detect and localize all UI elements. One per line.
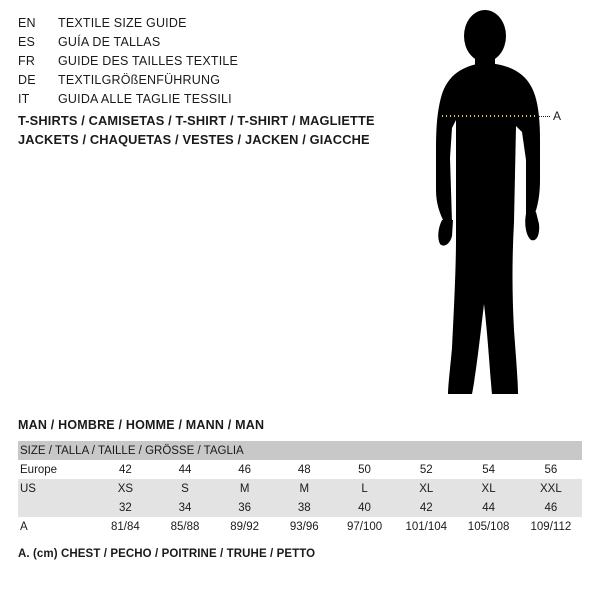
table-cell: L bbox=[334, 479, 395, 498]
table-cell: 46 bbox=[520, 498, 582, 517]
language-row bbox=[18, 54, 378, 73]
language-code: EN bbox=[18, 16, 36, 30]
row-label bbox=[18, 498, 96, 517]
table-cell: XS bbox=[96, 479, 156, 498]
table-row bbox=[18, 479, 582, 498]
table-row bbox=[18, 460, 582, 479]
measure-label-a: A bbox=[553, 109, 562, 123]
language-title: GUIDE DES TAILLES TEXTILE bbox=[58, 54, 239, 68]
size-table bbox=[18, 441, 582, 536]
table-cell: 56 bbox=[520, 460, 582, 479]
table-cell: 38 bbox=[274, 498, 334, 517]
language-title: TEXTILE SIZE GUIDE bbox=[58, 16, 187, 30]
table-cell: 32 bbox=[96, 498, 156, 517]
language-code: ES bbox=[18, 35, 36, 49]
table-cell: XXL bbox=[520, 479, 582, 498]
measure-leader-dash bbox=[538, 116, 550, 117]
table-cell: M bbox=[215, 479, 275, 498]
table-cell: 89/92 bbox=[215, 517, 275, 536]
language-title: TEXTILGRÖßENFÜHRUNG bbox=[58, 73, 221, 87]
language-code: FR bbox=[18, 54, 36, 68]
table-cell: 48 bbox=[274, 460, 334, 479]
male-silhouette-figure bbox=[390, 8, 590, 408]
table-cell: 105/108 bbox=[457, 517, 519, 536]
language-row bbox=[18, 92, 378, 111]
table-row bbox=[18, 498, 582, 517]
table-cell: 42 bbox=[96, 460, 156, 479]
language-header-block bbox=[18, 16, 378, 111]
table-cell: 50 bbox=[334, 460, 395, 479]
table-cell: 54 bbox=[457, 460, 519, 479]
table-cell: XL bbox=[457, 479, 519, 498]
table-cell: XL bbox=[395, 479, 457, 498]
table-cell: 44 bbox=[457, 498, 519, 517]
language-title: GUIDA ALLE TAGLIE TESSILI bbox=[58, 92, 232, 106]
language-title: GUÍA DE TALLAS bbox=[58, 35, 161, 49]
table-cell: 36 bbox=[215, 498, 275, 517]
row-label: Europe bbox=[18, 460, 96, 479]
table-cell: 46 bbox=[215, 460, 275, 479]
table-cell: 81/84 bbox=[96, 517, 156, 536]
language-code: IT bbox=[18, 92, 30, 106]
table-cell: 85/88 bbox=[155, 517, 215, 536]
table-header-label: SIZE / TALLA / TAILLE / GRÖSSE / TAGLIA bbox=[18, 441, 582, 460]
table-cell: S bbox=[155, 479, 215, 498]
language-row bbox=[18, 16, 378, 35]
silhouette-icon bbox=[390, 8, 590, 408]
table-row bbox=[18, 517, 582, 536]
table-cell: 97/100 bbox=[334, 517, 395, 536]
table-cell: 101/104 bbox=[395, 517, 457, 536]
table-footnote: A. (cm) CHEST / PECHO / POITRINE / TRUHE / PETTO bbox=[18, 548, 316, 560]
table-section-title: MAN / HOMBRE / HOMME / MANN / MAN bbox=[18, 418, 265, 432]
category-line-tshirts: T-SHIRTS / CAMISETAS / T-SHIRT / T-SHIRT / MAGLIETTE bbox=[18, 113, 375, 128]
table-header-row bbox=[18, 441, 582, 460]
row-label: US bbox=[18, 479, 96, 498]
table-cell: 44 bbox=[155, 460, 215, 479]
table-cell: 40 bbox=[334, 498, 395, 517]
table-cell: 42 bbox=[395, 498, 457, 517]
table-cell: M bbox=[274, 479, 334, 498]
language-row bbox=[18, 73, 378, 92]
language-code: DE bbox=[18, 73, 36, 87]
table-cell: 52 bbox=[395, 460, 457, 479]
table-cell: 34 bbox=[155, 498, 215, 517]
category-block bbox=[18, 111, 418, 149]
table-cell: 93/96 bbox=[274, 517, 334, 536]
table-cell: 109/112 bbox=[520, 517, 582, 536]
row-label: A bbox=[18, 517, 96, 536]
language-row bbox=[18, 35, 378, 54]
category-line-jackets: JACKETS / CHAQUETAS / VESTES / JACKEN / GIACCHE bbox=[18, 132, 370, 147]
